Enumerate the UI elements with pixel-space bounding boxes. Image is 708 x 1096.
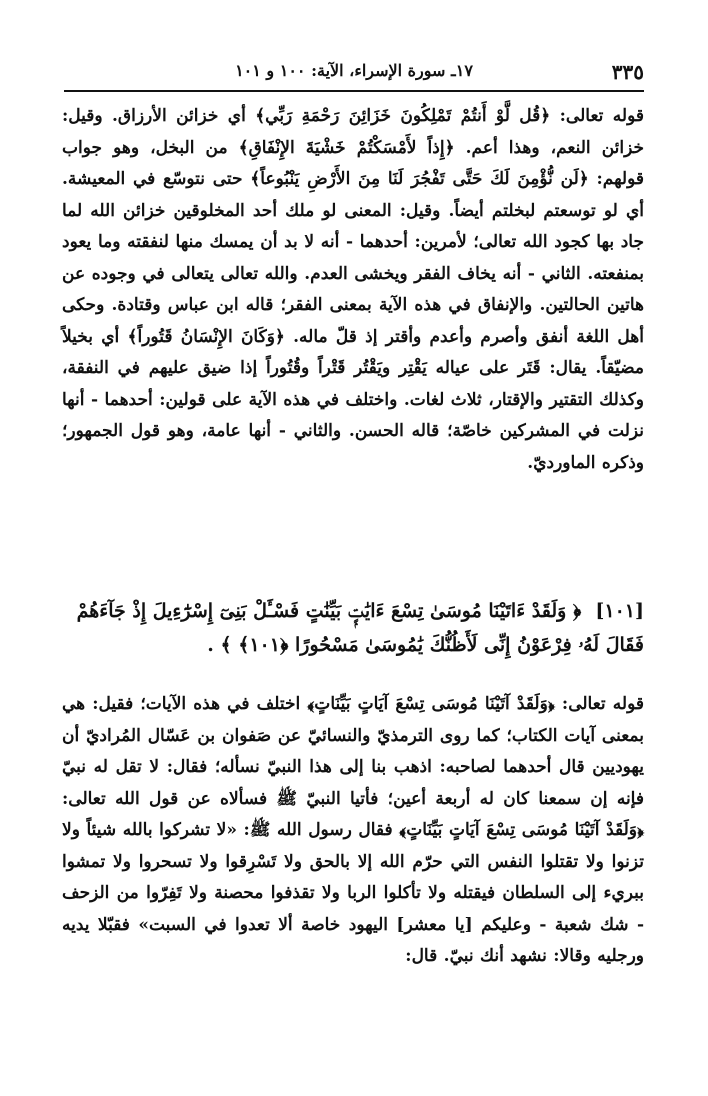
- running-title: ١٧ـ سورة الإسراء، الآية: ١٠٠ و ١٠١: [235, 61, 473, 80]
- page-number: ٣٣٥: [611, 60, 644, 84]
- commentary-paragraph-1: قوله تعالى: ﴿قُل لَّوْ أَنتُمْ تَمْلِكُونَ خَزَائِنَ رَحْمَةِ رَبِّي﴾ أي خزائن الأرزاق. وقيل: خزائن النعم، وهذا أعم. ﴿إِذاً لأَمْسَكْتُمْ خَشْيَةَ الإِنْفَاقِ﴾ من البخل، وهو جواب قولهم: ﴿لَن نُّؤْمِنَ لَكَ حَتَّى تَفْجُرَ لَنَا مِنَ الأَرْضِ يَنْبُوعاً﴾ حتى نتوسّع في المعيشة. أي لو توسعتم لبخلتم أيضاً. وقيل: المعنى لو ملك أحد المخلوقين خزائن الله لما جاد بها كجود الله تعالى؛ لأمرين: أحدهما - أنه لا بد أن يمسك منها لنفقته وما يعود بمنفعته. الثاني - أنه يخاف الفقر ويخشى العدم. والله تعالى يتعالى في وجوده عن هاتين الحالتين. والإنفاق في هذه الآية بمعنى الفقر؛ قاله ابن عباس وقتادة. وحكى أهل اللغة أنفق وأصرم وأعدم وأقتر إذ قلّ ماله. ﴿وَكَانَ الإِنْسَانُ قَتُوراً﴾ أي بخيلاً مضيّقاً. يقال: قَتَر على عياله يَقْتِر ويَقْتُر قَتْراً وقُتُوراً إذا ضيق عليهم في النفقة، وكذلك التقتير والإقتار، ثلاث لغات. واختلف في هذه الآية على قولين: أحدهما - أنها نزلت في المشركين خاصّة؛ قاله الحسن. والثاني - أنها عامة، وهو قول الجمهور؛ وذكره الماورديّ.: [62, 106, 644, 473]
- commentary-paragraph-2: قوله تعالى: ﴿وَلَقَدْ آتَيْنَا مُوسَى تِسْعَ آيَاتٍ بَيِّنَاتٍ﴾ اختلف في هذه الآيات؛ فقيل: هي بمعنى آيات الكتاب؛ كما روى الترمذيّ والنسائيّ عن صَفوان بن عَسّال المُراديّ أن يهوديين قال أحدهما لصاحبه: اذهب بنا إلى هذا النبيّ نسأله؛ فقال: لا تقل له نبيّ فإنه إن سمعنا كان له أربعة أعين؛ فأتيا النبيّ ﷺ فسألاه عن قول الله تعالى: ﴿وَلَقَدْ آتَيْنَا مُوسَى تِسْعَ آيَاتٍ بَيِّنَاتٍ﴾ فقال رسول الله ﷺ: «لا تشركوا بالله شيئاً ولا تزنوا ولا تقتلوا النفس التي حرّم الله إلا بالحق ولا تَسْرِقوا ولا تسحروا ولا تمشوا ببريء إلى السلطان فيقتله ولا تأكلوا الربا ولا تقذفوا محصنة ولا تَفِرّوا من الزحف - شك شعبة - وعليكم [يا معشر] اليهود خاصة ألا تعدوا في السبت» فقبّلا يديه ورجليه وقالا: نشهد أنك نبيّ. قال:: [62, 694, 644, 966]
- verse-block: [62, 594, 644, 662]
- verse-number: [١٠١]: [595, 600, 644, 622]
- verse-text: ﴿ وَلَقَدْ ءَاتَيْنَا مُوسَىٰ تِسْعَ ءَايَٰتٍۭ بَيِّنَٰتٍ فَسْـَٔلْ بَنِىٓ إِسْرَٰٓءِيلَ إِذْ جَآءَهُمْ فَقَالَ لَهُۥ فِرْعَوْنُ إِنِّى لَأَظُنُّكَ يَٰمُوسَىٰ مَسْحُورًا ﴿١٠١﴾ ﴾ .: [76, 600, 644, 656]
- page-header: [64, 58, 644, 92]
